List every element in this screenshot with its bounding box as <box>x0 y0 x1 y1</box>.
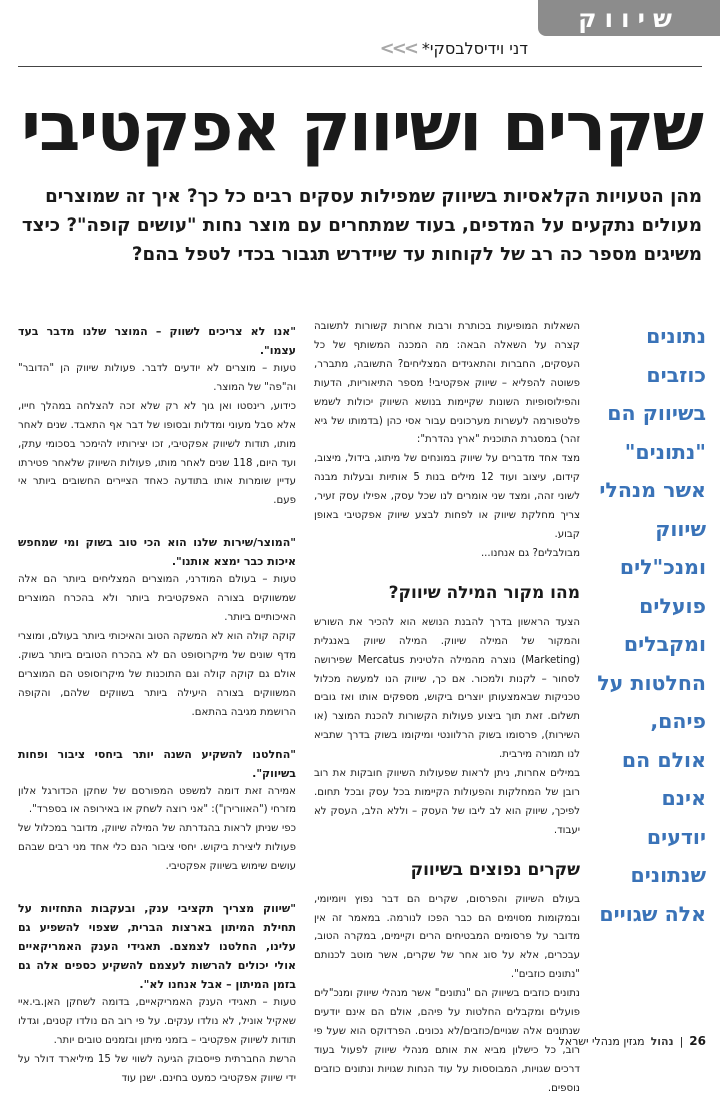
page-footer <box>558 1034 706 1048</box>
paragraph: נתונים כוזבים בשיווק הם "נתונים" אשר מנהלי שיווק ומנכ"לים פועלים ומקבלים החלטות על פיהם, אולם הם אינם יודעים שנתונים אלה שגויים/כוזבים/לא נכונים. הפרדוקס הוא שעל פי רוב, כל כישלון מביא את אותם מנהלי שיווק לפעול בעוד דרכים שגויות, המבוססות על עוד הנחות שגויות ונתונים כוזבים נוספים. <box>314 988 580 1094</box>
paragraph: הרשת החברתית פייסבוק הגיעה לשווי של 15 מיליארד דולר על ידי שיווק אפקטיבי כמעט בחינם. ישנן עוד <box>18 1053 296 1084</box>
myth-heading: "החלטנו להשקיע השנה יותר ביחסי ציבור ופחות בשיווק". <box>18 747 296 780</box>
section-tab <box>538 0 720 36</box>
myth-heading: "שיווק מצריך תקציבי ענק, ובעקבות התחזיות על תחילת המיתון בארצות הברית, שצפוי להשפיע גם עלינו, החלטנו לצמצם. תאגידי הענק האמריקאיים אולי יכולים להרשות לעצמם להשקיע כספים אלה גם בזמן המיתון – אבל אנחנו לא". <box>18 902 296 992</box>
section-heading: שקרים נפוצים בשיווק <box>410 859 580 880</box>
section-label: שיווק <box>578 3 680 33</box>
paragraph: טעות – תאגידי הענק האמריקאיים, בדומה לשחקן האן.בי.איי שאקיל אוניל, לא נולדו ענקים. על פי רוב הם נולדו קטנים, וגדלו תודות לשיווק אפקטיבי – בזמני מיתון ובזמנים טובים יותר. <box>18 997 296 1046</box>
article-title: שקרים ושיווק אפקטיבי <box>21 88 702 167</box>
myth-heading: "המוצר/שירות שלנו הוא הכי טוב בשוק ומי שמחפש איכות כבר ימצא אותנו". <box>18 536 296 569</box>
article-column-2 <box>18 318 296 1089</box>
paragraph: הצעד הראשון בדרך להבנת הנושא הוא להכיר את השורש והמקור של המילה שיווק. המילה שיווק באנגלית (Marketing) נוצרה מהמילה הלטינית Mercatus שפירושה לסחור – לקנות ולמכור. אם כך, שיווק הנו למעשה מכלול טכניקות שבאמצעותן יוצרים ביקוש, מספקים אותו ואז גובים תשלום. זאת תוך ביצוע פעולות הקשורות להכנת המוצר (או השירות), פרסומו בשוק הרלוונטי ומיקומו בשוק בדרך שתביא לנו תמורה מירבית. <box>314 616 580 761</box>
paragraph: טעות – בעולם המודרני, המוצרים המצליחים ביותר הם אלה שמשווקים בצורה האפקטיבית ביותר ולא בהכרח המוצרים האיכותיים ביותר. <box>18 574 296 624</box>
paragraph: במילים אחרות, ניתן לראות שפעולות השיווק חובקות את רוב רובן של המחלקות והפעולות הקיימות בכל עסק ובכל תחום. לפיכך, שיווק הוא לב ליבו של העסק – וללא הלב, העסק לא יעבוד. <box>314 768 580 836</box>
paragraph: כפי שניתן לראות בהגדרתה של המילה שיווק, מדובר במכלול של פעולות ליצירת ביקוש. יחסי ציבור הנם כלי אחד מני רבים שבהם עושים שימוש בשיווק אפקטיבי. <box>18 823 296 873</box>
section-heading: מהו מקור המילה שיווק? <box>388 582 580 603</box>
paragraph: מבולבלים? גם אנחנו... <box>480 547 580 559</box>
footer-separator: | <box>679 1034 684 1048</box>
paragraph: מצד אחד מדברים על שיווק במונחים של מיתוג, בידול, מיצוב, קידום, עיצוב ועוד 12 מילים בנות 5 אותיות ובעלות מבנה לשוני זהה, ומצד שני אומרים לנו שכל עסק, אפילו עסק זעיר, צריך מחלקת שיווק או לפחות לבצע שיווק אפקטיבי באופן קבוע. <box>314 453 580 540</box>
spacer <box>18 723 296 741</box>
paragraph: אמירה זאת דומה למשפט המפורסם של שחקן הכדורגל אלון מזרחי ("האוורירן"): "אני רוצה לשחק או באירופה או בספרד". <box>18 785 296 816</box>
pull-quote: נתונים כוזבים בשיווק הם "נתונים" אשר מנהלי שיווק ומנכ"לים פועלים ומקבלים החלטות על פיהם, אולם הם אינם יודעים שנתונים אלה שגויים <box>597 324 706 926</box>
paragraph: קוקה קולה הוא לא המשקה הטוב והאיכותי ביותר בעולם, ומוצרי מדף שונים של מיקרוסופט הם לא בהכרח הטובים ביותר בשוק. אולם גם קוקה קולה וגם התוכנות של מיקרוסופט הם המוצרים המשווקים בצורה היעילה ביותר בשווקים שלהם, והקופה הרושמת מגיבה בהתאם. <box>18 630 296 718</box>
spacer <box>18 877 296 895</box>
paragraph: בעולם השיווק והפרסום, שקרים הם דבר נפוץ ויומיומי, ובמקומות מסוימים הם כבר הפכו לנורמה. במאמר זה אין מדובר על פרסומים המבטיחים הרים וקיימים, במקרה הטוב, עבכרים, אלא על סוג אחר של שקרים, אשר מוטב לכנותם "נתונים כוזבים". <box>314 893 580 981</box>
paragraph: השאלות המופיעות בכותרת ורבות אחרות קשורות לתשובה קצרה על השאלה הבאה: מה המכנה המשותף של כל העסקים, החברות והתאגידים המצליחים? התשובה, מתברר, פשוטה להפליא – שיווק אפקטיבי! מספר התיאוריות, הדעות והפילוסופיות השונות שקיימות בנושא השיווק יכולות לשמש פלטפורמה לעשרות מערכונים עבור אסי כהן (בדמותו של גיא זהר) במסגרת התוכנית "ארץ נהדרת": <box>314 321 580 446</box>
header-divider <box>18 66 702 67</box>
article-lead: מהן הטעויות הקלאסיות בשיווק שמפילות עסקים רבים כל כך? איך זה שמוצרים מעולים נתקעים על המדפים, בעוד שמתחרים עם מוצר נחות "עושים קופה"? כיצד משיגים מספר כה רב של לקוחות עד שיידרש תגבור בכדי לטפל בהם? <box>21 186 702 265</box>
article-column-1 <box>314 318 580 1099</box>
myth-heading: "אנו לא צריכים לשווק – המוצר שלנו מדבר בעד עצמו". <box>18 325 296 357</box>
spacer <box>18 511 296 529</box>
magazine-brand: נהול <box>650 1034 674 1048</box>
chevrons-icon: <<< <box>379 38 416 59</box>
paragraph: כידוע, רינסטו ואן גוך לא רק שלא זכה להצלחה במהלך חייו, אלא סבל מעוני ומדלות ובסופו של דבר אף התאבד. שנים לאחר מותו, תודות לשיווק אפקטיבי, זכו יצירותיו להימכר בסכומי עתק, ועד היום, 118 שנים לאחר מותו, פעולות השיווק שלאחר פטירתו עדיין שומרות אותו בתודעה כאחד הציירים החשובים ביותר אי פעם. <box>18 400 296 507</box>
byline <box>380 38 528 59</box>
page-number: 26 <box>689 1034 706 1048</box>
magazine-name: מגזין מנהלי ישראל <box>558 1034 645 1048</box>
author-name: דני וידיסלבסקי* <box>421 39 528 58</box>
paragraph: טעות – מוצרים לא יודעים לדבר. פעולות שיווק הן "הדובר" וה"פה" של המוצר. <box>18 363 296 393</box>
